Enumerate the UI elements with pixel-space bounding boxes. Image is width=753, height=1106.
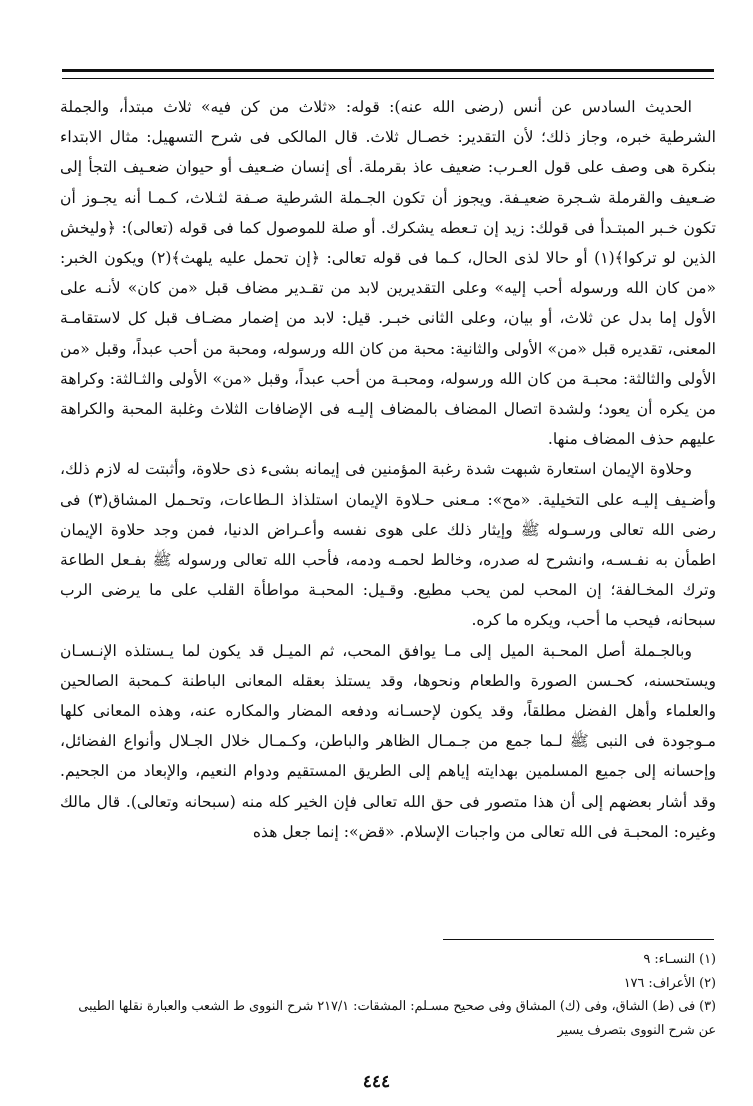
footnote-separator [443, 939, 714, 940]
paragraph-hadith-six: الحديث السادس عن أنس (رضى الله عنه): قوله: «ثلاث من كن فيه» ثلاث مبتدأ، والجملة الشرطية خبره، وجاز ذلك؛ لأن التقدير: خصـال ثلاث. قال المالكى فى شرح التسهيل: مثال الابتداء بنكرة هى وصف على قول العـرب: ضعيف عاذ بقرملة. أى إنسان ضـعيف أو حيوان ضعـيف التجأ إلى ضـعيف والقرملة شـجرة ضعيـفة. ويجوز أن تكون الجـملة الشرطية صـفة لثـلاث، كـمـا أنه يجـوز أن تكون خـبر المبتـدأ فى قولك: زيد إن تـعطه يشكرك. أو صلة للموصول كما فى قوله (تعالى): ﴿وليخش الذين لو تركوا﴾(١) أو حالا لذى الحال، كـما فى قوله تعالى: ﴿إن تحمل عليه يلهث﴾(٢) ويكون الخبر: «من كان الله ورسوله أحب إليه» وعلى التقديرين لابد من تقـدير مضاف قبل «من كان» لأنـه على الأول إما بدل عن ثلاث، أو بيان، وعلى الثانى خبـر. قيل: لابد من إضمار مضـاف قبل كل لاستقامـة المعنى، تقديره قبل «من» الأولى والثانية: محبة من كان الله ورسوله، ومحبة من أحب عبداً، وقبل «من الأولى والثالثة: محبـة من كان الله ورسوله، ومحبـة من أحب عبداً، وقبل «من» الأولى والثـالثة: وكراهة من يكره أن يعود؛ ولشدة اتصال المضاف بالمضاف إليـه فى الإضافات الثلاث وغلبة المحبة والكراهة عليهم حذف المضاف منها. [60, 98, 716, 449]
footnote-2: (٢) الأعراف: ١٧٦ [623, 975, 716, 991]
page-number: ٤٤٤ [362, 1072, 391, 1092]
main-text [60, 92, 716, 847]
footnote-1: (١) النسـاء: ٩ [643, 952, 716, 967]
footnote-3: (٣) فى (ط) الشاق، وفى (ك) المشاق وفى صحيح مسـلم: المشقات: ٢١٧/١ شرح النووى ط الشعب والعبارة نقلها الطيبى عن شرح النووى بتصرف يسير [78, 999, 716, 1038]
header-rule-thick [62, 69, 714, 72]
paragraph-love-origin: وبالجـملة أصل المحـبة الميل إلى مـا يوافق المحب، ثم الميـل قد يكون لما يـستلذه الإنـسـان ويستحسنه، كحـسن الصورة والطعام ونحوها، وقد يستلذ بعقله المعانى الباطنة كـمحبة الصالحين والعلماء وأهل الفضل مطلقاً، وقد يكون لإحسـانه ودفعه المضار والمكاره عنه، وهذه المعانى كلها مـوجودة فى النبى ﷺ لـما جمع من جـمـال الظاهر والباطن، وكـمـال خلال الجـلال وأنواع الفضائل، وإحسانه إلى جميع المسلمين بهدايته إياهم إلى الطريق المستقيم ودوام النعيم، والإبعاد من الجحيم. وقد أشار بعضهم إلى أن هذا متصور فى حق الله تعالى فإن الخير كله منه (سبحانه وتعالى). قال مالك وغيره: المحبـة فى الله تعالى من واجبات الإسلام. «قض»: إنما جعل هذه [60, 641, 716, 841]
header-rule-thin [62, 78, 714, 79]
footnotes [60, 948, 716, 1042]
paragraph-sweetness-of-faith: وحلاوة الإيمان استعارة شبهت شدة رغبة المؤمنين فى إيمانه بشىء ذى حلاوة، وأثبتت له لازم ذلك، وأضـيف إليـه على التخيلية. «مح»: مـعنى حـلاوة الإيمان استلذاذ الـطاعات، وتحـمل المشاق(٣) فى رضى الله تعالى ورسـوله ﷺ وإيثار ذلك على هوى نفسه وأعـراض الدنيا، فمن وجد حلاوة الإيمان اطمأن به نفـسـه، وانشرح له صدره، وخالط لحمـه ودمه، فأحب الله تعالى ورسوله ﷺ بفـعل الطاعة وترك المخـالفة؛ إن المحب لمن يحب مطيع. وقـيل: المحبـة مواطأة القلب على ما يرضى الرب سبحانه، فيحب ما أحب، ويكره ما كره. [60, 460, 716, 630]
